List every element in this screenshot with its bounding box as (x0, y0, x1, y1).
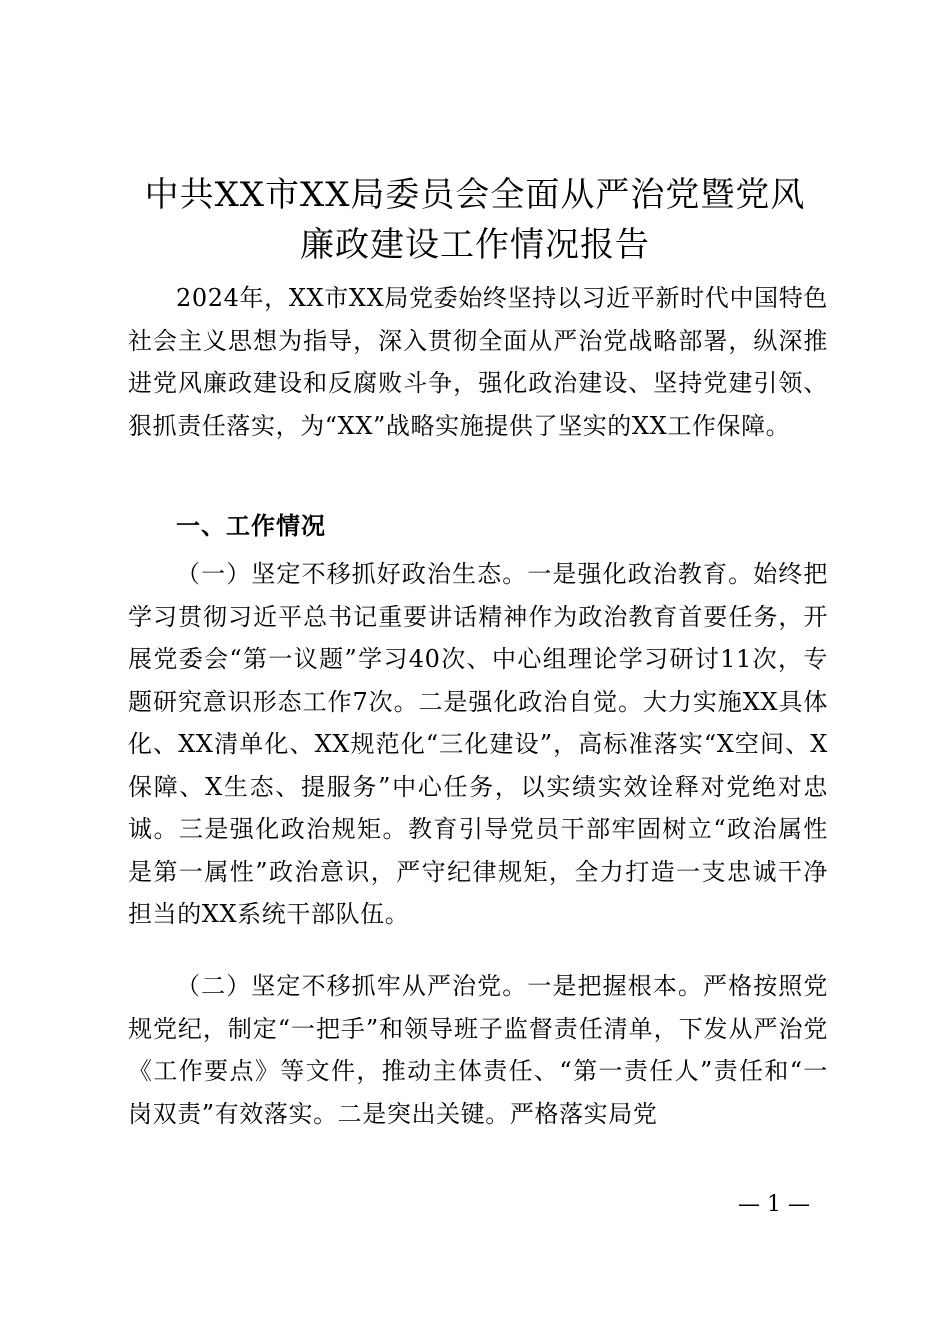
section-heading-work-status: 一、工作情况 (176, 512, 326, 540)
paragraph-political-ecology: （一）坚定不移抓好政治生态。一是强化政治教育。始终把学习贯彻习近平总书记重要讲话精神作为政治教育首要任务，开展党委会“第一议题”学习40次、中心组理论学习研讨11次，专题研究意识形态工作7次。二是强化政治自觉。大力实施XX具体化、XX清单化、XX规范化“三化建设”，高标准落实“X空间、X保障、X生态、提服务”中心任务，以实绩实效诠释对党绝对忠诚。三是强化政治规矩。教育引导党员干部牢固树立“政治属性是第一属性”政治意识，严守纪律规矩，全力打造一支忠诚干净担当的XX系统干部队伍。 (128, 560, 828, 928)
document-title (80, 170, 870, 270)
page-number: — 1 — (738, 1192, 810, 1217)
intro-paragraph: 2024年，XX市XX局党委始终坚持以习近平新时代中国特色社会主义思想为指导，深入贯彻全面从严治党战略部署，纵深推进党风廉政建设和反腐败斗争，强化政治建设、坚持党建引领、狠抓责任落实，为“XX”战略实施提供了坚实的XX工作保障。 (128, 284, 828, 440)
title-line-1: 中共XX市XX局委员会全面从严治党暨党风 (144, 175, 806, 215)
paragraph-strict-governance: （二）坚定不移抓牢从严治党。一是把握根本。严格按照党规党纪，制定“一把手”和领导班子监督责任清单，下发从严治党《工作要点》等文件，推动主体责任、“第一责任人”责任和“一岗双责”有效落实。二是突出关键。严格落实局党 (128, 972, 828, 1128)
title-line-2: 廉政建设工作情况报告 (300, 225, 650, 265)
